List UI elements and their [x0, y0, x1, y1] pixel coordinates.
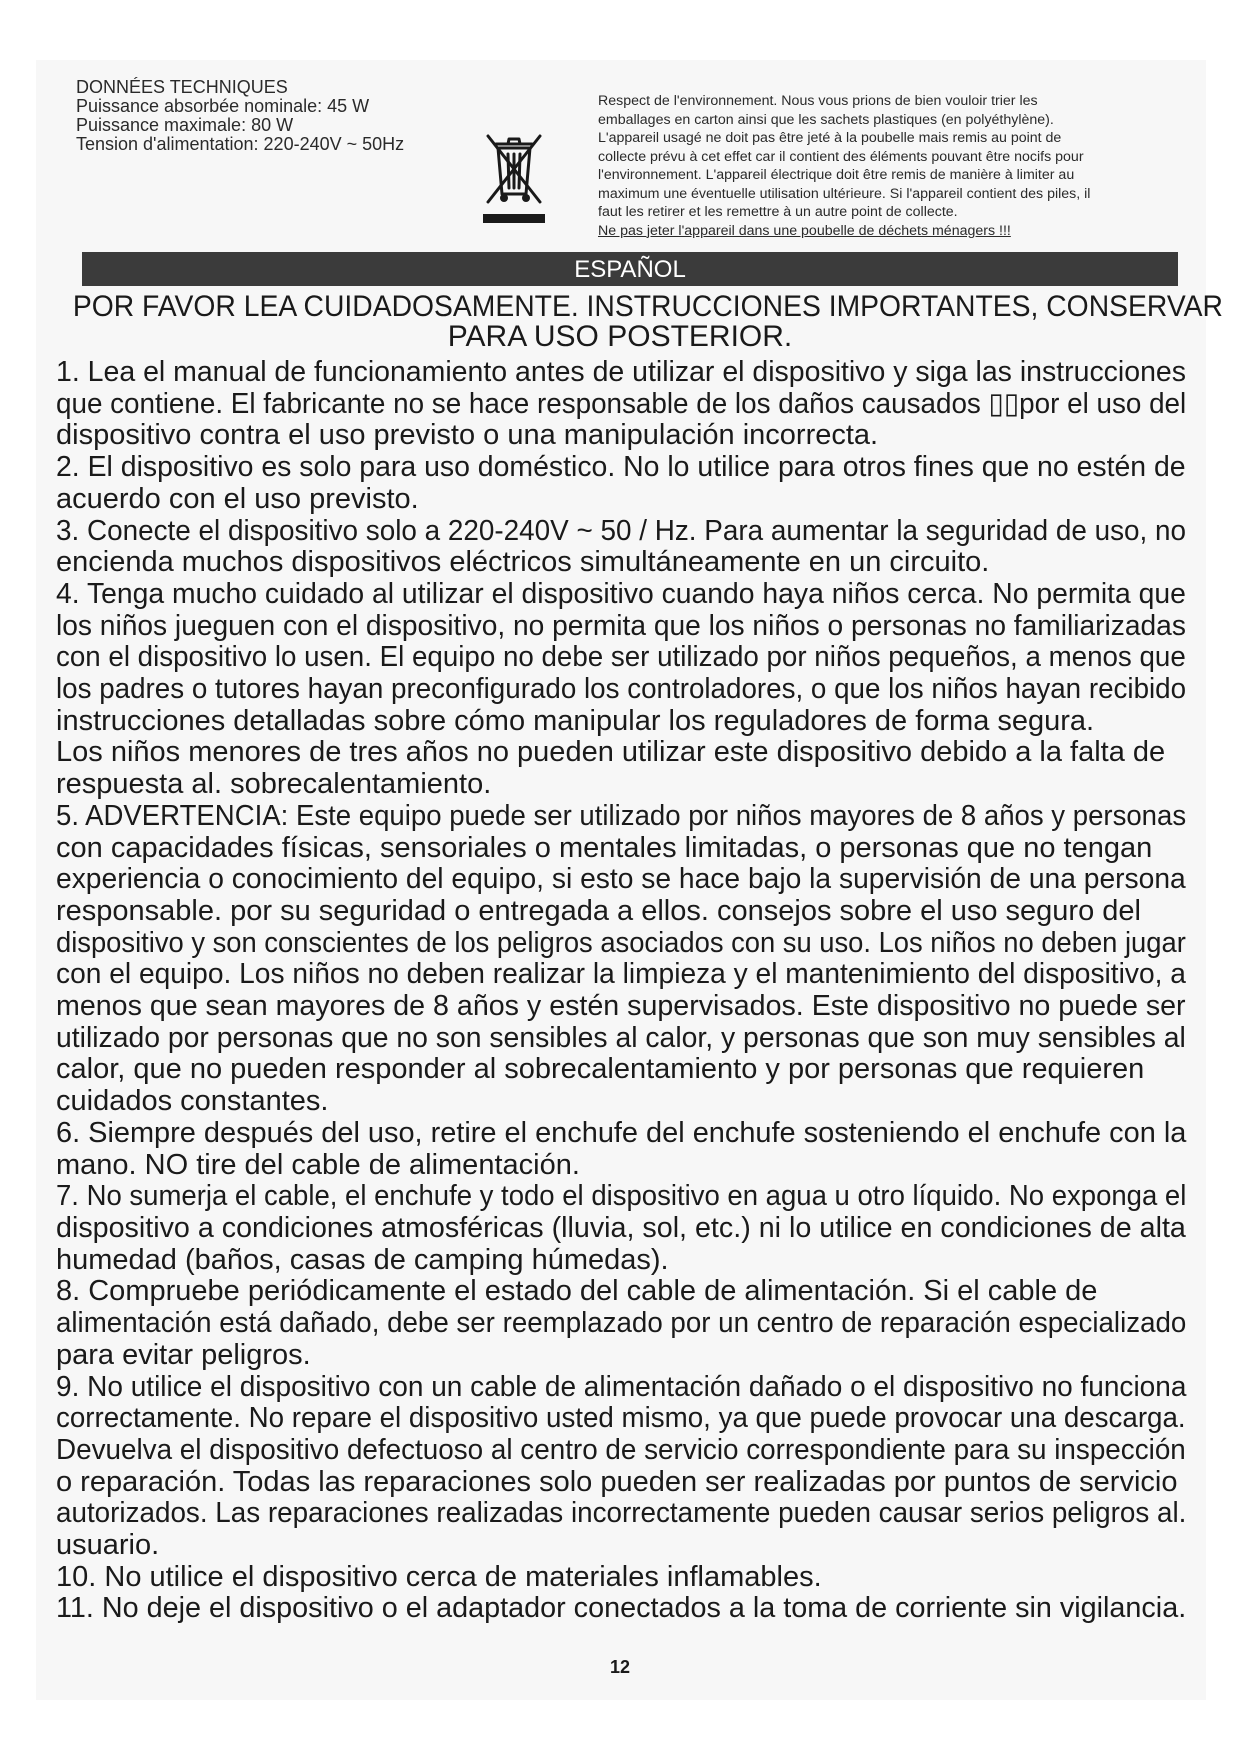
instruction-line: 9. No utilice el dispositivo con un cable de alimentación dañado o el dispositivo no funciona: [56, 1370, 1187, 1403]
instruction-line: humedad (baños, casas de camping húmedas).: [56, 1243, 669, 1276]
instructions-body: [56, 357, 1206, 1625]
instruction-line: dispositivo y son conscientes de los peligros asociados con su uso. Los niños no deben jugar: [56, 926, 1186, 959]
technical-data-line: Tension d'alimentation: 220-240V ~ 50Hz: [76, 134, 405, 154]
technical-data: [76, 78, 404, 154]
instruction-line: 10. No utilice el dispositivo cerca de materiales inflamables.: [56, 1560, 822, 1593]
instruction-line: acuerdo con el uso previsto.: [56, 482, 419, 515]
language-section-bar: ESPAÑOL: [82, 252, 1178, 286]
environment-notice-line: Respect de l'environnement. Nous vous prions de bien vouloir trier les: [598, 93, 1038, 109]
instruction-line: para evitar peligros.: [56, 1338, 311, 1371]
instruction-line: 5. ADVERTENCIA: Este equipo puede ser utilizado por niños mayores de 8 años y personas: [56, 799, 1187, 832]
instruction-line: o reparación. Todas las reparaciones solo pueden ser realizadas por puntos de servicio: [56, 1465, 1178, 1498]
crossed-out-wheelie-bin-icon: [482, 132, 546, 232]
instruction-line: mano. NO tire del cable de alimentación.: [56, 1148, 580, 1181]
instruction-line: menos que sean mayores de 8 años y estén supervisados. Este dispositivo no puede ser: [56, 990, 1186, 1023]
instruction-line: instrucciones detalladas sobre cómo manipular los reguladores de forma segura.: [56, 704, 1095, 737]
instruction-line: alimentación está dañado, debe ser reemplazado por un centro de reparación especializado: [56, 1307, 1187, 1340]
instruction-line: 2. El dispositivo es solo para uso doméstico. No lo utilice para otros fines que no estén de: [56, 451, 1186, 484]
instruction-line: 11. No deje el dispositivo o el adaptador conectados a la toma de corriente sin vigilancia.: [56, 1592, 1187, 1625]
technical-data-line: Puissance maximale: 80 W: [76, 115, 294, 135]
instruction-line: con el dispositivo lo usen. El equipo no debe ser utilizado por niños pequeños, a menos que: [56, 641, 1186, 674]
environment-notice-line: emballages en carton ainsi que les sachets plastiques (en polyéthylène).: [598, 111, 1054, 128]
instruction-line: que contiene. El fabricante no se hace responsable de los daños causados ▯▯por el uso del: [56, 387, 1187, 420]
technical-data-line: Puissance absorbée nominale: 45 W: [76, 96, 370, 116]
instruction-line: responsable. por su seguridad o entregada a ellos. consejos sobre el uso seguro del: [56, 894, 1141, 927]
instruction-line: los padres o tutores hayan preconfigurado los controladores, o que los niños hayan recibido: [56, 673, 1187, 706]
instruction-line: dispositivo contra el uso previsto o una manipulación incorrecta.: [56, 419, 879, 452]
environment-notice-line: faut les retirer et les remettre à un autre point de collecte.: [598, 204, 958, 220]
instruction-line: 6. Siempre después del uso, retire el enchufe del enchufe sosteniendo el enchufe con la: [56, 1116, 1187, 1149]
instruction-line: Los niños menores de tres años no pueden utilizar este dispositivo debido a la falta de: [56, 736, 1166, 769]
technical-data-title: DONNÉES TECHNIQUES: [76, 77, 288, 97]
environment-notice-line: maximum une éventuelle utilisation ultérieure. Si l'appareil contient des piles, il: [598, 185, 1091, 202]
instruction-line: encienda muchos dispositivos eléctricos simultáneamente en un circuito.: [56, 546, 990, 579]
heading-line: PARA USO POSTERIOR.: [447, 320, 793, 353]
instruction-line: calor, que no pueden responder al sobrecalentamiento y por personas que requieren: [56, 1053, 1145, 1086]
instruction-line: 3. Conecte el dispositivo solo a 220-240V ~ 50 / Hz. Para aumentar la seguridad de uso, no: [56, 514, 1187, 547]
instruction-line: usuario.: [56, 1529, 160, 1562]
instruction-line: 4. Tenga mucho cuidado al utilizar el dispositivo cuando haya niños cerca. No permita que: [56, 577, 1186, 610]
instruction-line: 1. Lea el manual de funcionamiento antes de utilizar el dispositivo y siga las instrucciones: [56, 356, 1186, 388]
instruction-line: cuidados constantes.: [56, 1085, 329, 1118]
instruction-line: 7. No sumerja el cable, el enchufe y todo el dispositivo en agua u otro líquido. No exponga el: [56, 1180, 1187, 1213]
instruction-line: 8. Compruebe periódicamente el estado del cable de alimentación. Si el cable de: [56, 1275, 1098, 1308]
instruction-line: respuesta al. sobrecalentamiento.: [56, 768, 492, 801]
instruction-line: los niños jueguen con el dispositivo, no permita que los niños o personas no familiarizadas: [56, 609, 1186, 642]
environment-notice-warning: Ne pas jeter l'appareil dans une poubelle de déchets ménagers !!!: [598, 222, 1011, 239]
environment-notice: [598, 92, 1158, 240]
environment-notice-line: collecte prévu à cet effet car il contient des éléments pouvant être nocifs pour: [598, 148, 1084, 165]
instruction-line: dispositivo a condiciones atmosféricas (lluvia, sol, etc.) ni lo utilice en condiciones de alta: [56, 1211, 1186, 1244]
page-number: 12: [609, 1657, 631, 1677]
environment-notice-line: l'environnement. L'appareil électrique doit être remis de manière à limiter au: [598, 167, 1075, 183]
heading-line: POR FAVOR LEA CUIDADOSAMENTE. INSTRUCCIONES IMPORTANTES, CONSERVAR: [72, 290, 1223, 323]
instruction-line: con el equipo. Los niños no deben realizar la limpieza y el mantenimiento del dispositivo, a: [56, 958, 1186, 991]
instruction-line: Devuelva el dispositivo defectuoso al centro de servicio correspondiente para su inspección: [56, 1433, 1186, 1466]
instruction-line: utilizado por personas que no son sensibles al calor, y personas que son muy sensibles al: [56, 1021, 1186, 1054]
instruction-line: con capacidades físicas, sensoriales o mentales limitadas, o personas que no tengan: [56, 831, 1153, 864]
instruction-line: correctamente. No repare el dispositivo usted mismo, ya que puede provocar una descarga.: [56, 1402, 1186, 1435]
environment-notice-line: L'appareil usagé ne doit pas être jeté à la poubelle mais remis au point de: [598, 130, 1062, 146]
instruction-line: experiencia o conocimiento del equipo, si esto se hace bajo la supervisión de una persona: [56, 863, 1186, 896]
instructions-heading: [40, 290, 1223, 353]
instruction-line: autorizados. Las reparaciones realizadas incorrectamente pueden causar serios peligros al.: [56, 1497, 1187, 1530]
